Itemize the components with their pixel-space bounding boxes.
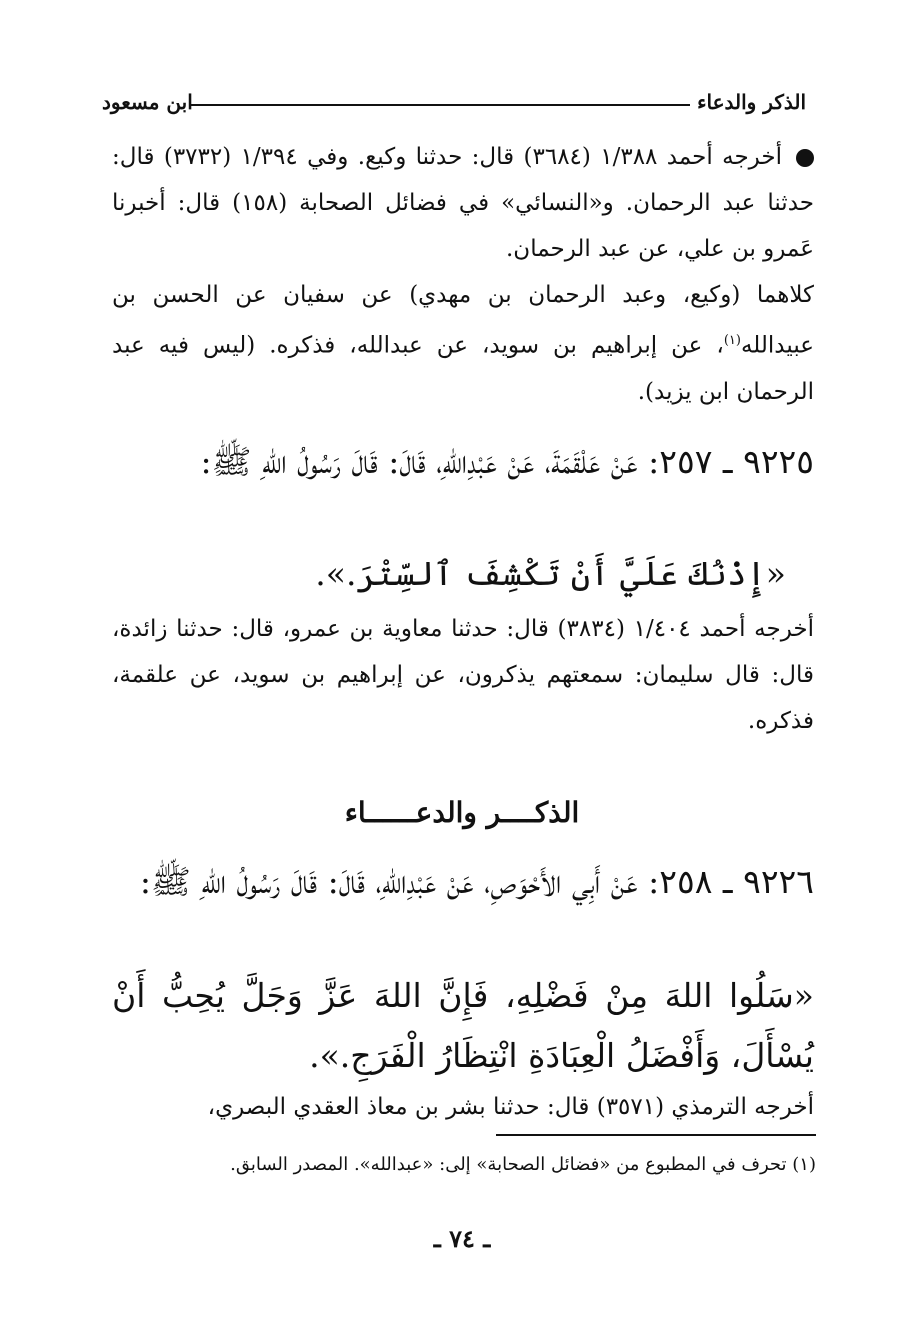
takhrij-paragraph-2 [112,272,814,415]
footnote-marker: (١) [723,333,741,348]
running-header-chapter: ابن مسعود [102,90,193,114]
hadith-9225-takhrij: أخرجه أحمد ١/٤٠٤ (٣٨٣٤) قال: حدثنا معاوية بن عمرو، قال: حدثنا زائدة، قال: قال سليمان: سمعتهم يذكرون، عن إبراهيم بن سويد، عن علقمة، فذكره. [112,616,814,734]
bullet-icon [796,149,814,167]
hadith-9226-takhrij: أخرجه الترمذي (٣٥٧١) قال: حدثنا بشر بن معاذ العقدي البصري، [207,1094,814,1120]
takhrij-text-2b: ، عن إبراهيم بن سويد، عن عبدالله، فذكره. (ليس فيه عبد الرحمان ابن يزيد). [112,332,814,405]
hadith-9225-matn: «إِذْنُكَ عَلَيَّ أَنْ تَكْشِفَ ٱلسِّتْرَ.». [315,554,786,593]
header-rule [190,104,690,106]
takhrij-paragraph-1 [112,134,814,272]
takhrij-text-1: أخرجه أحمد ١/٣٨٨ (٣٦٨٤) قال: حدثنا وكيع. وفي ١/٣٩٤ (٣٧٣٢) قال: حدثنا عبد الرحمان. و«النسائي» في فضائل الصحابة (١٥٨) قال: أخبرنا عَمرو بن علي، عن عبد الرحمان. [112,144,814,262]
hadith-9225-isnad: ٩٢٢٥ ـ ٢٥٧: عَنْ عَلْقَمَةَ، عَنْ عَبْدِاللهِ، قَالَ: قَالَ رَسُولُ اللهِ ﷺ: [200,442,814,481]
running-header-book-title: الذكر والدعاء [697,90,806,114]
hadith-9226-isnad: ٩٢٢٦ ـ ٢٥٨: عَنْ أَبِي الأَحْوَصِ، عَنْ عَبْدِاللهِ، قَالَ: قَالَ رَسُولُ اللهِ ﷺ: [139,862,814,901]
page-number: ـ ٧٤ ـ [433,1224,491,1253]
takhrij-text-2a: كلاهما (وكيع، وعبد الرحمان بن مهدي) عن سفيان عن الحسن بن عبيدالله [112,282,814,359]
hadith-9226-matn: «سَلُوا اللهَ مِنْ فَضْلِهِ، فَإِنَّ اللهَ عَزَّ وَجَلَّ يُحِبُّ أَنْ يُسْأَلَ، وَأَفْضَلُ الْعِبَادَةِ انْتِظَارُ الْفَرَجِ.». [112,976,814,1075]
section-heading: الذكــــر والدعــــــاء [344,796,580,829]
footnote-separator [496,1134,816,1136]
footnote: (١) تحرف في المطبوع من «فضائل الصحابة» إلى: «عبدالله». المصدر السابق. [230,1154,816,1175]
